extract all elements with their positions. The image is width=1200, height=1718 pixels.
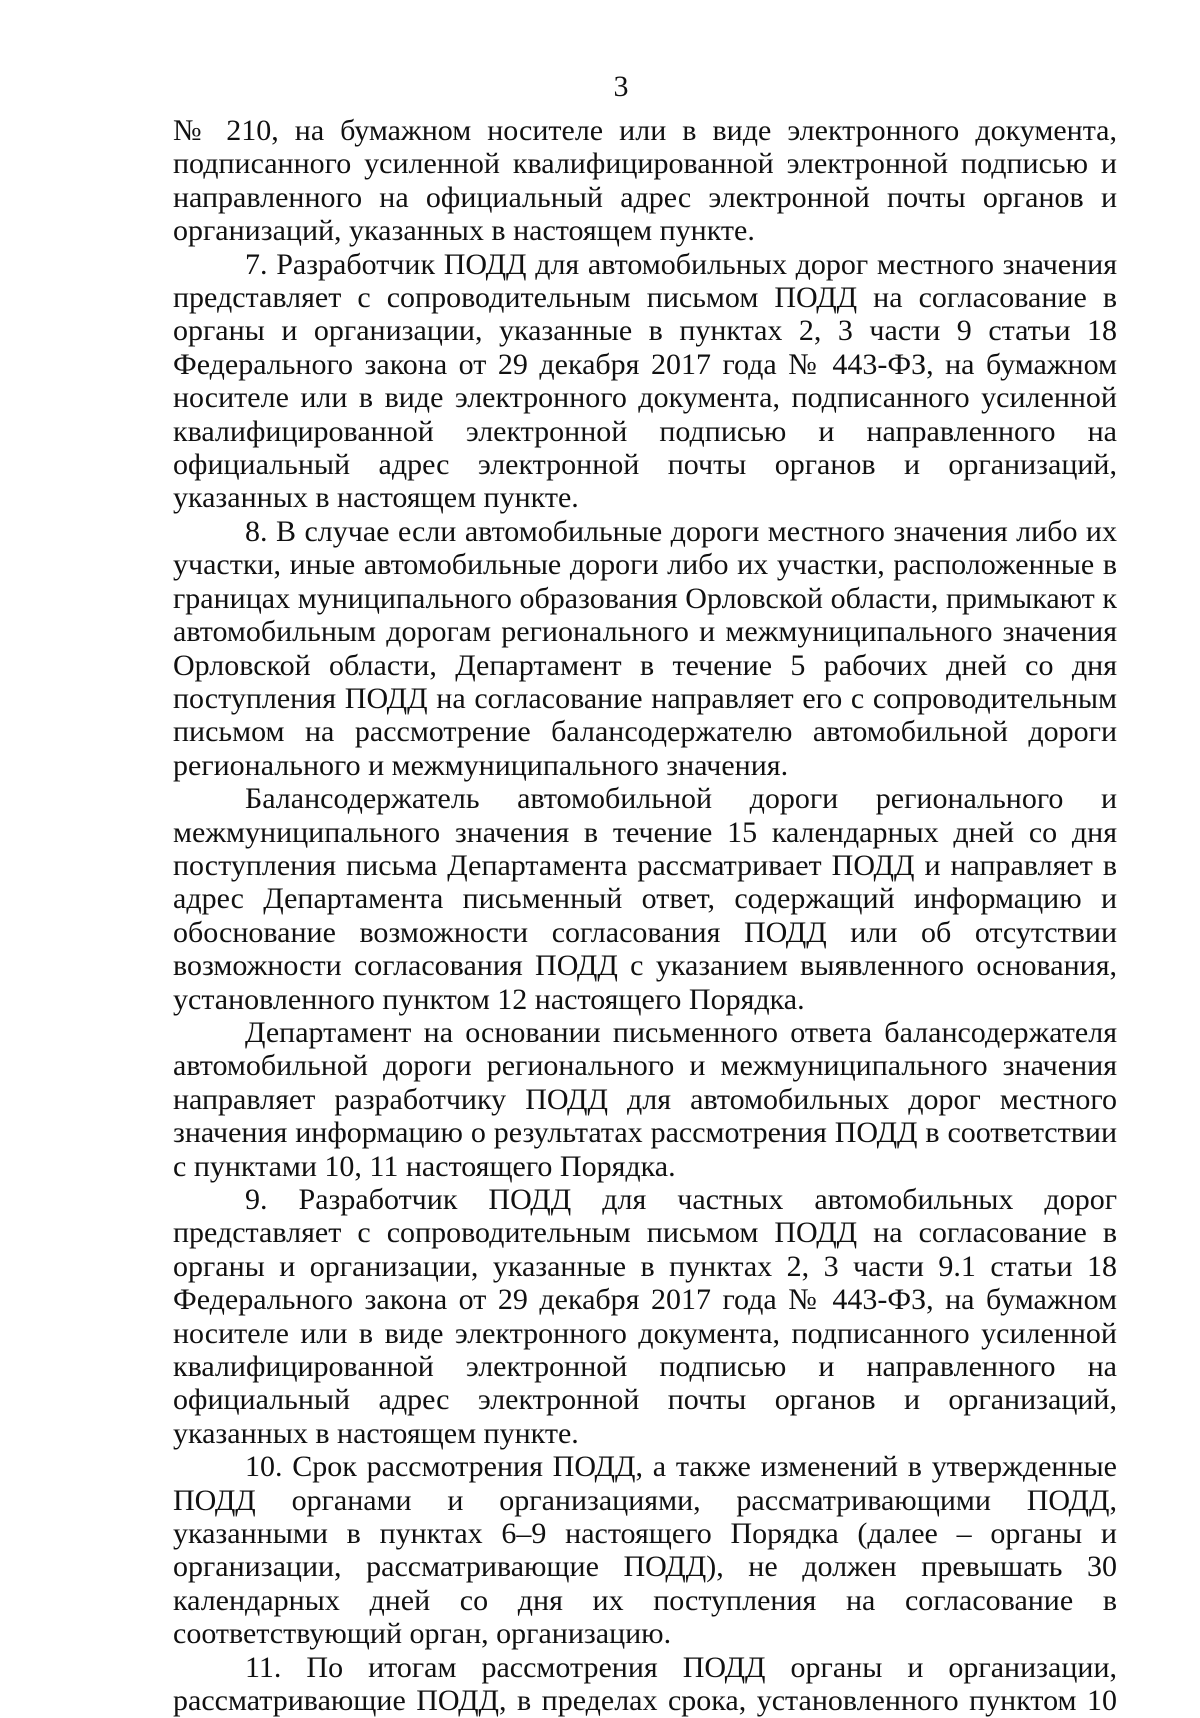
paragraph-item-11: 11. По итогам рассмотрения ПОДД органы и организации, рассматривающие ПОДД, в пределах срока, установленного пунктом 10 [173, 1650, 1117, 1718]
document-body [173, 114, 1117, 1718]
paragraph-item-10: 10. Срок рассмотрения ПОДД, а также изменений в утвержденные ПОДД органами и организациями, рассматривающими ПОДД, указанными в пунктах 6–9 настоящего Порядка (далее – органы и организации, рассматривающие ПОДД), не должен превышать 30 календарных дней со дня их поступления на согласование в соответствующий орган, организацию. [173, 1450, 1117, 1651]
paragraph-item-8-holder: Балансодержатель автомобильной дороги регионального и межмуниципального значения в течение 15 календарных дней со дня поступления письма Департамента рассматривает ПОДД и направляет в адрес Департамента письменный ответ, содержащий информацию и обоснование возможности согласования ПОДД или об отсутствии возможности согласования ПОДД с указанием выявленного основания, установленного пунктом 12 настоящего Порядка. [173, 782, 1117, 1016]
paragraph-item-8: 8. В случае если автомобильные дороги местного значения либо их участки, иные автомобильные дороги либо их участки, расположенные в границах муниципального образования Орловской области, примыкают к автомобильным дорогам регионального и межмуниципального значения Орловской области, Департамент в течение 5 рабочих дней со дня поступления ПОДД на согласование направляет его с сопроводительным письмом на рассмотрение балансодержателю автомобильной дороги регионального и межмуниципального значения. [173, 514, 1117, 782]
paragraph-item-7: 7. Разработчик ПОДД для автомобильных дорог местного значения представляет с сопроводительным письмом ПОДД на согласование в органы и организации, указанные в пунктах 2, 3 части 9 статьи 18 Федерального закона от 29 декабря 2017 года № 443-ФЗ, на бумажном носителе или в виде электронного документа, подписанного усиленной квалифицированной электронной подписью и направленного на официальный адрес электронной почты органов и организаций, указанных в настоящем пункте. [173, 247, 1117, 515]
paragraph-continuation: № 210, на бумажном носителе или в виде электронного документа, подписанного усиленной квалифицированной электронной подписью и направленного на официальный адрес электронной почты органов и организаций, указанных в настоящем пункте. [173, 114, 1117, 248]
paragraph-item-8-department: Департамент на основании письменного ответа балансодержателя автомобильной дороги регионального и межмуниципального значения направляет разработчику ПОДД для автомобильных дорог местного значения информацию о результатах рассмотрения ПОДД в соответствии с пунктами 10, 11 настоящего Порядка. [173, 1015, 1117, 1183]
paragraph-item-9: 9. Разработчик ПОДД для частных автомобильных дорог представляет с сопроводительным письмом ПОДД на согласование в органы и организации, указанные в пунктах 2, 3 части 9.1 статьи 18 Федерального закона от 29 декабря 2017 года № 443-ФЗ, на бумажном носителе или в виде электронного документа, подписанного усиленной квалифицированной электронной подписью и направленного на официальный адрес электронной почты органов и организаций, указанных в настоящем пункте. [173, 1183, 1117, 1450]
page-number: 3 [613, 70, 629, 103]
